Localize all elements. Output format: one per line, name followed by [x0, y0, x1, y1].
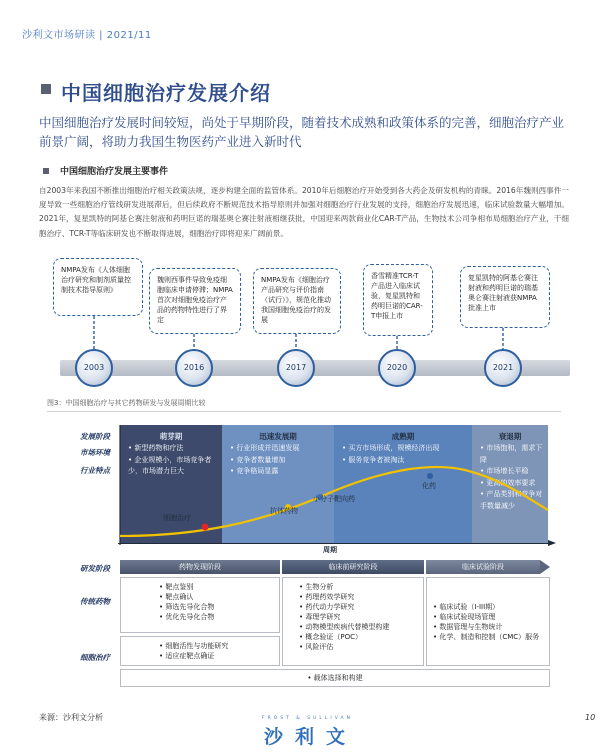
source-note: 来源：沙利文分析	[39, 713, 103, 722]
timeline-year-2021: 2021	[484, 349, 522, 387]
logo-tagline: FROST & SULLIVAN	[262, 716, 353, 721]
phase-item: • 服务竞争者被淘汰	[342, 455, 405, 464]
phase-item: • 更高的效率要求	[480, 478, 536, 487]
row-label-industry: 行业特点	[80, 466, 110, 475]
intro-text: 中国细胞治疗发展时间较短，尚处于早期阶段，随着技术成熟和政策体系的完善，细胞治疗产业前景广阔，将助力我国生物医药产业进入新时代	[39, 115, 565, 149]
list-item: • 临床试验（I-III期）	[433, 603, 500, 611]
phase-title: 衰退期	[498, 432, 522, 441]
timeline-event-2020: 香雪精准TCR-T产品进入临床试验，复星凯特和药明巨诺的CAR-T申报上市	[363, 264, 433, 336]
period-arrow-icon	[548, 540, 556, 546]
preclinical-box	[282, 577, 424, 666]
section-title: 中国细胞治疗发展主要事件	[60, 167, 169, 177]
clinical-box	[426, 577, 550, 666]
timeline-year-2020: 2020	[378, 349, 416, 387]
list-item: • 风险评估	[299, 643, 334, 651]
period-axis	[118, 543, 548, 544]
timeline-event-2017: NMPA发布《细胞治疗产品研究与评价指南（试行）》，规范化推动我国细胞免疫治疗的发展	[253, 268, 341, 334]
discovery-cell-box	[120, 636, 280, 666]
rd-stage-clinical: 临床试验阶段	[426, 560, 540, 574]
page-number: 10	[585, 713, 596, 722]
list-item: • 适应症靶点确证	[159, 652, 215, 660]
list-item: • 化学、制造和控制（CMC）服务	[433, 633, 540, 641]
shared-bottom-box: • 载体选择和构建	[120, 669, 550, 687]
row-label-traditional: 传统药物	[80, 597, 110, 606]
logo: 沙利文	[264, 726, 358, 748]
shared-bottom-text: 载体选择和构建	[313, 674, 363, 682]
list-item: • 靶点鉴别	[159, 583, 194, 591]
phase-title: 成熟期	[391, 432, 415, 441]
curve-label-small-molecule: 小分子靶向药	[313, 495, 355, 503]
phase-title: 迅速发展期	[259, 432, 297, 441]
list-item: • 优化先导化合物	[159, 613, 215, 621]
list-item: • 概念验证（POC）	[299, 633, 362, 641]
phase-item: • 市场增长平稳	[480, 467, 529, 475]
curve-label-cell: 细胞治疗	[163, 514, 191, 522]
list-item: • 靶点确认	[159, 593, 194, 601]
timeline-year-2016: 2016	[175, 349, 213, 387]
phase-item: • 行业形成并迅速发展	[230, 444, 300, 452]
curve-label-chemical: 化药	[422, 482, 436, 490]
phase-item: • 企业规模小，市场竞争者少，市场潜力巨大	[128, 455, 212, 475]
list-item: • 筛选先导化合物	[159, 603, 215, 611]
header-text: 沙利文市场研读 | 2021/11	[22, 30, 152, 41]
marker-chemical	[427, 473, 433, 479]
figure-caption: 图3：中国细胞治疗与其它药物研发与发展周期比较	[47, 399, 206, 407]
list-item: • 生物分析	[299, 583, 334, 591]
curve-label-antibody: 抗体药物	[270, 507, 298, 515]
rd-stage-discovery: 药物发现阶段	[120, 560, 280, 574]
phase-item: • 竞争格局显露	[230, 467, 279, 475]
timeline-event-2003: NMPA发布《人体细胞治疗研究和制剂质量控制技术指导原则》	[53, 258, 143, 316]
rd-stage-preclinical: 临床前研究阶段	[282, 560, 424, 574]
phase-item: • 买方市场形成，规模经济出现	[342, 444, 440, 452]
timeline-event-2021: 复星凯特的阿基仑赛注射液和药明巨诺的瑞基奥仑赛注射液获NMPA批准上市	[460, 266, 550, 328]
list-item: • 毒理学研究	[299, 613, 341, 621]
phase-item: • 市场饱和，需求下降	[480, 444, 543, 464]
row-label-market: 市场环境	[80, 448, 110, 457]
row-label-stage: 发展阶段	[80, 432, 110, 441]
list-item: • 药代动力学研究	[299, 603, 355, 611]
phase-item: • 新型药物和疗法	[128, 444, 184, 452]
phase-title: 萌芽期	[159, 432, 183, 441]
row-label-rd-stage: 研发阶段	[80, 564, 110, 573]
discovery-traditional-box	[120, 577, 280, 633]
list-item: • 临床试验现场管理	[433, 613, 496, 621]
list-item: • 动物模型疾病代替模型构建	[299, 623, 390, 631]
timeline-event-2016: 魏则西事件导致免疫细胞临床申请停滞；NMPA首次对细胞免疫治疗产品的药物特性进行了界定	[149, 268, 241, 334]
timeline-year-2017: 2017	[277, 349, 315, 387]
phase-item: • 竞争者数量增加	[230, 455, 286, 464]
phase-item: • 产品类别和竞争对手数量减少	[480, 490, 543, 510]
list-item: • 药理药效学研究	[299, 593, 355, 601]
body-paragraph: 自2003年来我国不断推出细胞治疗相关政策法规，逐步构建全面的监管体系。2010年后细胞治疗开始受到各大药企及研发机构的青睐。2016年魏则西事件一度导致一些细胞治疗管线研发进展滞后，但后续政府不断规范技术指导原则并加强对细胞治疗行业发展的支持，细胞治疗发展迅速，临床试验数量大幅增加。2021年，复星凯特的阿基仑赛注射液和药明巨诺的瑞基奥仑赛注射液相继获批，中国迎来两款商业化CAR-T产品，生物技术公司争相布局细胞治疗产业，干细胞治疗、TCR-T等临床研发也不断取得进展，细胞治疗即将迎来广阔前景。	[39, 186, 569, 238]
row-label-cell-therapy: 细胞治疗	[80, 653, 110, 662]
list-item: • 数据管理与生物统计	[433, 623, 503, 631]
period-label: 周期	[323, 546, 337, 554]
timeline-year-2003: 2003	[75, 349, 113, 387]
page-title: 中国细胞治疗发展介绍	[61, 81, 271, 105]
marker-cell-therapy	[202, 524, 209, 531]
list-item: • 细胞活性与功能研究	[159, 642, 229, 650]
rd-arrow-icon	[540, 560, 550, 574]
